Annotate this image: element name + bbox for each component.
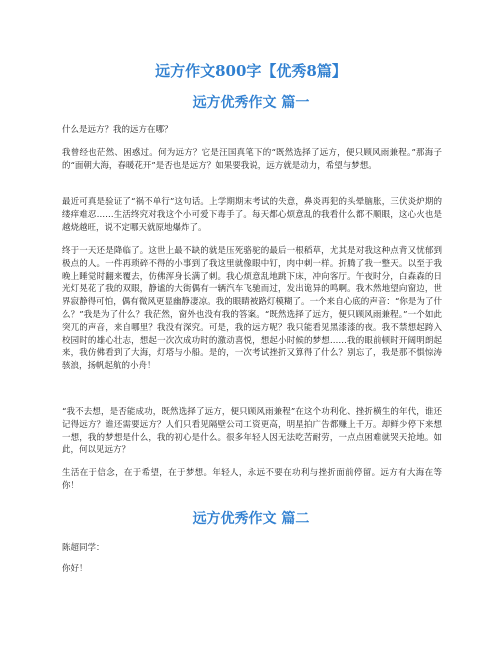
section-1-paragraph-6: 生活在于信念，在于希望，在于梦想。年轻人，永远不要在功利与挫折面前停留。远方有大海在等你！ (62, 468, 442, 491)
section-1-heading: 远方优秀作文 篇一 (192, 95, 310, 111)
section-1-paragraph-4: 终于一天还是降临了。这世上最不缺的就是压死骆驼的最后一根稻草，尤其是对我这种点背又忧郁到极点的人。一件再琐碎不得的小事到了我这里就像眼中钉，肉中刺一样。折腾了我一整天。以至于我晚上睡觉时翻来覆去，仿佛浑身长满了刺。我心烦意乱地跳下床，冲向客厅。午夜时分，白森森的日光灯晃花了我的双眼，静谧的大街偶有一辆汽车飞驰而过，发出诡异的鸣啊。我木然地望向窗边，世界寂静得可怕，偶有微风更显幽静凄凉。我的眼睛被路灯模糊了。一个来自心底的声音：“你是为了什么？”我是为了什么？我茫然，窗外也没有我的答案。“既然选择了远方，便只顾风雨兼程。”一个如此突兀的声音，来自哪里？我没有深究。可是，我的远方呢？我只能看见黑漆漆的夜。我不禁想起跨入校园时的雄心壮志，想起一次次成功时的激动喜悦，想起小时候的梦想……我的眼前顿时开阔明朗起来，我仿佛看到了大海，灯塔与小船。是的，一次考试挫折又算得了什么？别忘了，我是那不惧惊涛骇浪，扬帆起航的小舟！ (62, 246, 442, 372)
section-1-paragraph-3: 最近可真是验证了“祸不单行”这句话。上学期期末考试的失意，鼻炎再犯的头晕脑胀，三伏炎炉期的缕痒难忍……生活终究对我这个小可爱下毒手了。每天都心烦意乱的我看什么都不顺眼，这心火也是越烧越旺，说不定哪天就原地爆炸了。 (62, 197, 442, 233)
section-2-heading: 远方优秀作文 篇二 (192, 511, 310, 527)
section-1-paragraph-1: 什么是远方？我的远方在哪？ (62, 125, 173, 135)
document-title: 远方作文800字【优秀8篇】 (155, 62, 347, 80)
section-2-paragraph-2: 你好！ (62, 564, 88, 574)
section-1-paragraph-5: “我不去想，是否能成功，既然选择了远方，便只顾风雨兼程”在这个功利化、挫折横生的年代，谁还记得远方？谁还需要远方？人们只看见隔壁公司工资更高，明星拍广告都赚上千万。却鲜少停下来想一想，我的梦想是什么，我的初心是什么。很多年轻人因无法吃苦耐劳，一点点困难就哭天抢地。如此，何以见远方？ (62, 407, 442, 456)
section-2-paragraph-1: 陈超同学： (62, 543, 105, 553)
section-1-paragraph-2: 我曾经也茫然、困惑过。何为远方？它是汪国真笔下的“既然选择了远方，便只顾风雨兼程。”那海子的“面朝大海，春暖花开”是否也是远方？如果要我说，远方就是动力，希望与梦想。 (62, 148, 442, 171)
